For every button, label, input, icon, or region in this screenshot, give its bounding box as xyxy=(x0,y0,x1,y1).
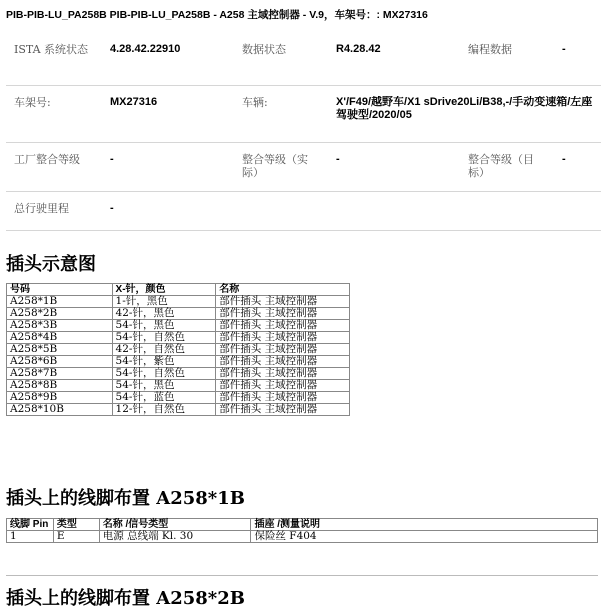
connector-name-cell: 部件插头 主域控制器 xyxy=(216,344,350,356)
table-row xyxy=(7,332,350,344)
integration-actual-value: - xyxy=(336,153,340,165)
col-header-signal: 名称 /信号类型 xyxy=(99,519,251,531)
connector-number-cell: A258*7B xyxy=(7,368,113,380)
connector-name-cell: 部件插头 主域控制器 xyxy=(216,368,350,380)
info-row xyxy=(6,86,601,143)
pins-color-cell: 42-针，黑色 xyxy=(112,308,216,320)
connector-name-cell: 部件插头 主域控制器 xyxy=(216,332,350,344)
data-status-label: 数据状态 xyxy=(242,43,286,56)
col-header-pin: 线脚 Pin xyxy=(7,519,54,531)
pins-color-cell: 54-针，黑色 xyxy=(112,320,216,332)
table-row xyxy=(7,356,350,368)
connector-name-cell: 部件插头 主域控制器 xyxy=(216,380,350,392)
connector-number-cell: A258*1B xyxy=(7,296,113,308)
vehicle-label: 车辆: xyxy=(242,96,268,109)
info-row xyxy=(6,33,601,86)
connector-number-cell: A258*3B xyxy=(7,320,113,332)
pins-color-cell: 54-针，黑色 xyxy=(112,380,216,392)
pins-color-cell: 54-针，自然色 xyxy=(112,332,216,344)
connector-name-cell: 部件插头 主域控制器 xyxy=(216,320,350,332)
type-cell: E xyxy=(53,531,99,543)
col-header-type: 类型 xyxy=(53,519,99,531)
pins-color-cell: 12-针，自然色 xyxy=(112,404,216,416)
pins-color-cell: 1-针，黑色 xyxy=(112,296,216,308)
table-header-row xyxy=(7,519,598,531)
ista-status-label: ISTA 系统状态 xyxy=(14,43,89,56)
signal-cell: 电源 总线端 Kl. 30 xyxy=(99,531,251,543)
connector-number-cell: A258*8B xyxy=(7,380,113,392)
table-row xyxy=(7,320,350,332)
col-header-socket: 插座 /测量说明 xyxy=(251,519,598,531)
factory-integration-label: 工厂整合等级 xyxy=(14,153,80,166)
table-row xyxy=(7,531,598,543)
document-title: PIB-PIB-LU_PA258B PIB-PIB-LU_PA258B - A258 主域控制器 - V.9，车架号：: MX27316 xyxy=(6,9,428,21)
vin-label: 车架号: xyxy=(14,96,51,109)
integration-target-label: 整合等级（目标） xyxy=(468,153,534,179)
pins-color-cell: 54-针，自然色 xyxy=(112,368,216,380)
pins-color-cell: 54-针，紫色 xyxy=(112,356,216,368)
pins-color-cell: 54-针，蓝色 xyxy=(112,392,216,404)
connector-number-cell: A258*9B xyxy=(7,392,113,404)
table-row xyxy=(7,308,350,320)
programming-data-value: - xyxy=(562,43,566,55)
pin-layout-1-title: 插头上的线脚布置 A258*1B xyxy=(6,488,245,509)
socket-cell: 保险丝 F404 xyxy=(251,531,598,543)
table-row xyxy=(7,392,350,404)
connector-number-cell: A258*4B xyxy=(7,332,113,344)
connector-number-cell: A258*6B xyxy=(7,356,113,368)
table-row xyxy=(7,344,350,356)
info-row xyxy=(6,192,601,231)
integration-actual-label: 整合等级（实际） xyxy=(242,153,308,179)
connector-name-cell: 部件插头 主域控制器 xyxy=(216,296,350,308)
connector-number-cell: A258*10B xyxy=(7,404,113,416)
section-divider xyxy=(6,575,598,576)
table-row xyxy=(7,404,350,416)
vehicle-value: X'/F49/越野车/X1 sDrive20Li/B38,-/手动变速箱/左座驾驶型/2020/05 xyxy=(336,96,593,121)
pin-cell: 1 xyxy=(7,531,54,543)
integration-target-value: - xyxy=(562,153,566,165)
connector-number-cell: A258*5B xyxy=(7,344,113,356)
info-row xyxy=(6,143,601,192)
pins-color-cell: 42-针，自然色 xyxy=(112,344,216,356)
connector-number-cell: A258*2B xyxy=(7,308,113,320)
table-header-row xyxy=(7,284,350,296)
connector-name-cell: 部件插头 主域控制器 xyxy=(216,392,350,404)
ista-status-value: 4.28.42.22910 xyxy=(110,43,181,55)
vin-value: MX27316 xyxy=(110,96,158,108)
factory-integration-value: - xyxy=(110,153,114,165)
pin-layout-2-title: 插头上的线脚布置 A258*2B xyxy=(6,588,245,609)
connector-overview-table xyxy=(6,283,350,416)
table-row xyxy=(7,380,350,392)
data-status-value: R4.28.42 xyxy=(336,43,381,55)
table-row xyxy=(7,296,350,308)
mileage-label: 总行驶里程 xyxy=(14,202,69,215)
connector-name-cell: 部件插头 主域控制器 xyxy=(216,356,350,368)
connector-name-cell: 部件插头 主域控制器 xyxy=(216,308,350,320)
connector-name-cell: 部件插头 主域控制器 xyxy=(216,404,350,416)
col-header-number: 号码 xyxy=(7,284,113,296)
programming-data-label: 编程数据 xyxy=(468,43,512,56)
pin-layout-1-table xyxy=(6,518,598,543)
table-row xyxy=(7,368,350,380)
col-header-name: 名称 xyxy=(216,284,350,296)
connector-overview-title: 插头示意图 xyxy=(6,254,96,275)
mileage-value: - xyxy=(110,202,114,214)
vehicle-info-table xyxy=(6,33,601,231)
col-header-pins-color: X-针，颜色 xyxy=(112,284,216,296)
